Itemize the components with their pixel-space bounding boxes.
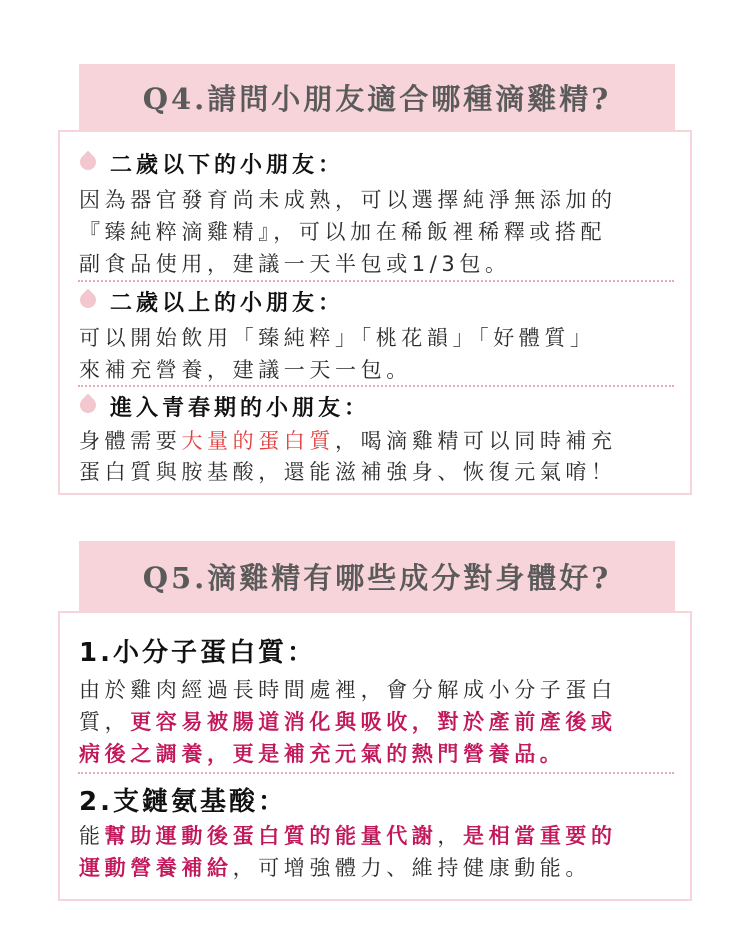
q5-text-line xyxy=(79,820,617,850)
q5-title: Q5.滴雞精有哪些成分對身體好? xyxy=(142,560,612,595)
q4-title: Q4.請問小朋友適合哪種滴雞精? xyxy=(142,81,612,116)
q5-heading-item1: 1.小分子蛋白質： xyxy=(79,638,316,668)
highlight-magenta: 是相當重要的 xyxy=(463,824,617,848)
divider xyxy=(78,385,674,387)
q4-text-line xyxy=(79,425,617,455)
q4-heading-teen: 進入青春期的小朋友： xyxy=(110,396,371,421)
q4-text-line: 來補充營養，建議一天一包。 xyxy=(79,358,412,382)
q4-text-line: 副食品使用，建議一天半包或1/3包。 xyxy=(79,252,511,276)
text-run: ，喝滴雞精可以同時補充 xyxy=(335,429,617,453)
q5-text-line: 由於雞肉經過長時間處裡，會分解成小分子蛋白 xyxy=(79,678,617,702)
text-run: ， xyxy=(437,824,464,848)
divider xyxy=(78,772,674,774)
q4-heading-over2: 二歲以上的小朋友： xyxy=(110,291,345,316)
q4-text-line: 因為器官發育尚未成熟，可以選擇純淨無添加的 xyxy=(79,188,617,212)
highlight-magenta: 幫助運動後蛋白質的能量代謝 xyxy=(104,824,438,848)
q5-heading-item2: 2.支鏈氨基酸： xyxy=(79,787,287,817)
text-run: 質， xyxy=(79,710,131,734)
highlight-magenta: 病後之調養，更是補充元氣的熱門營養品。 xyxy=(79,742,566,766)
q4-text-line: 可以開始飲用「臻純粹」「桃花韻」「好體質」 xyxy=(79,326,596,350)
q4-text-line: 蛋白質與胺基酸，還能滋補強身、恢復元氣唷！ xyxy=(79,460,617,484)
q5-text-line xyxy=(79,852,591,882)
q5-banner xyxy=(79,541,675,611)
q5-text-line xyxy=(79,738,565,768)
highlight-red: 大量的蛋白質 xyxy=(181,429,336,453)
q4-heading-under2: 二歲以下的小朋友： xyxy=(110,153,345,178)
text-run: ，可增強體力、維持健康動能。 xyxy=(232,856,592,880)
q4-banner xyxy=(79,64,675,130)
q4-text-line: 『臻純粹滴雞精』，可以加在稀飯裡稀釋或搭配 xyxy=(79,220,607,244)
q5-text-line xyxy=(79,706,617,736)
divider xyxy=(78,280,674,282)
highlight-magenta: 運動營養補給 xyxy=(79,856,233,880)
text-run: 能 xyxy=(79,824,105,848)
text-run: 身體需要 xyxy=(79,429,182,453)
highlight-magenta: 更容易被腸道消化與吸收，對於產前產後或 xyxy=(130,710,617,734)
